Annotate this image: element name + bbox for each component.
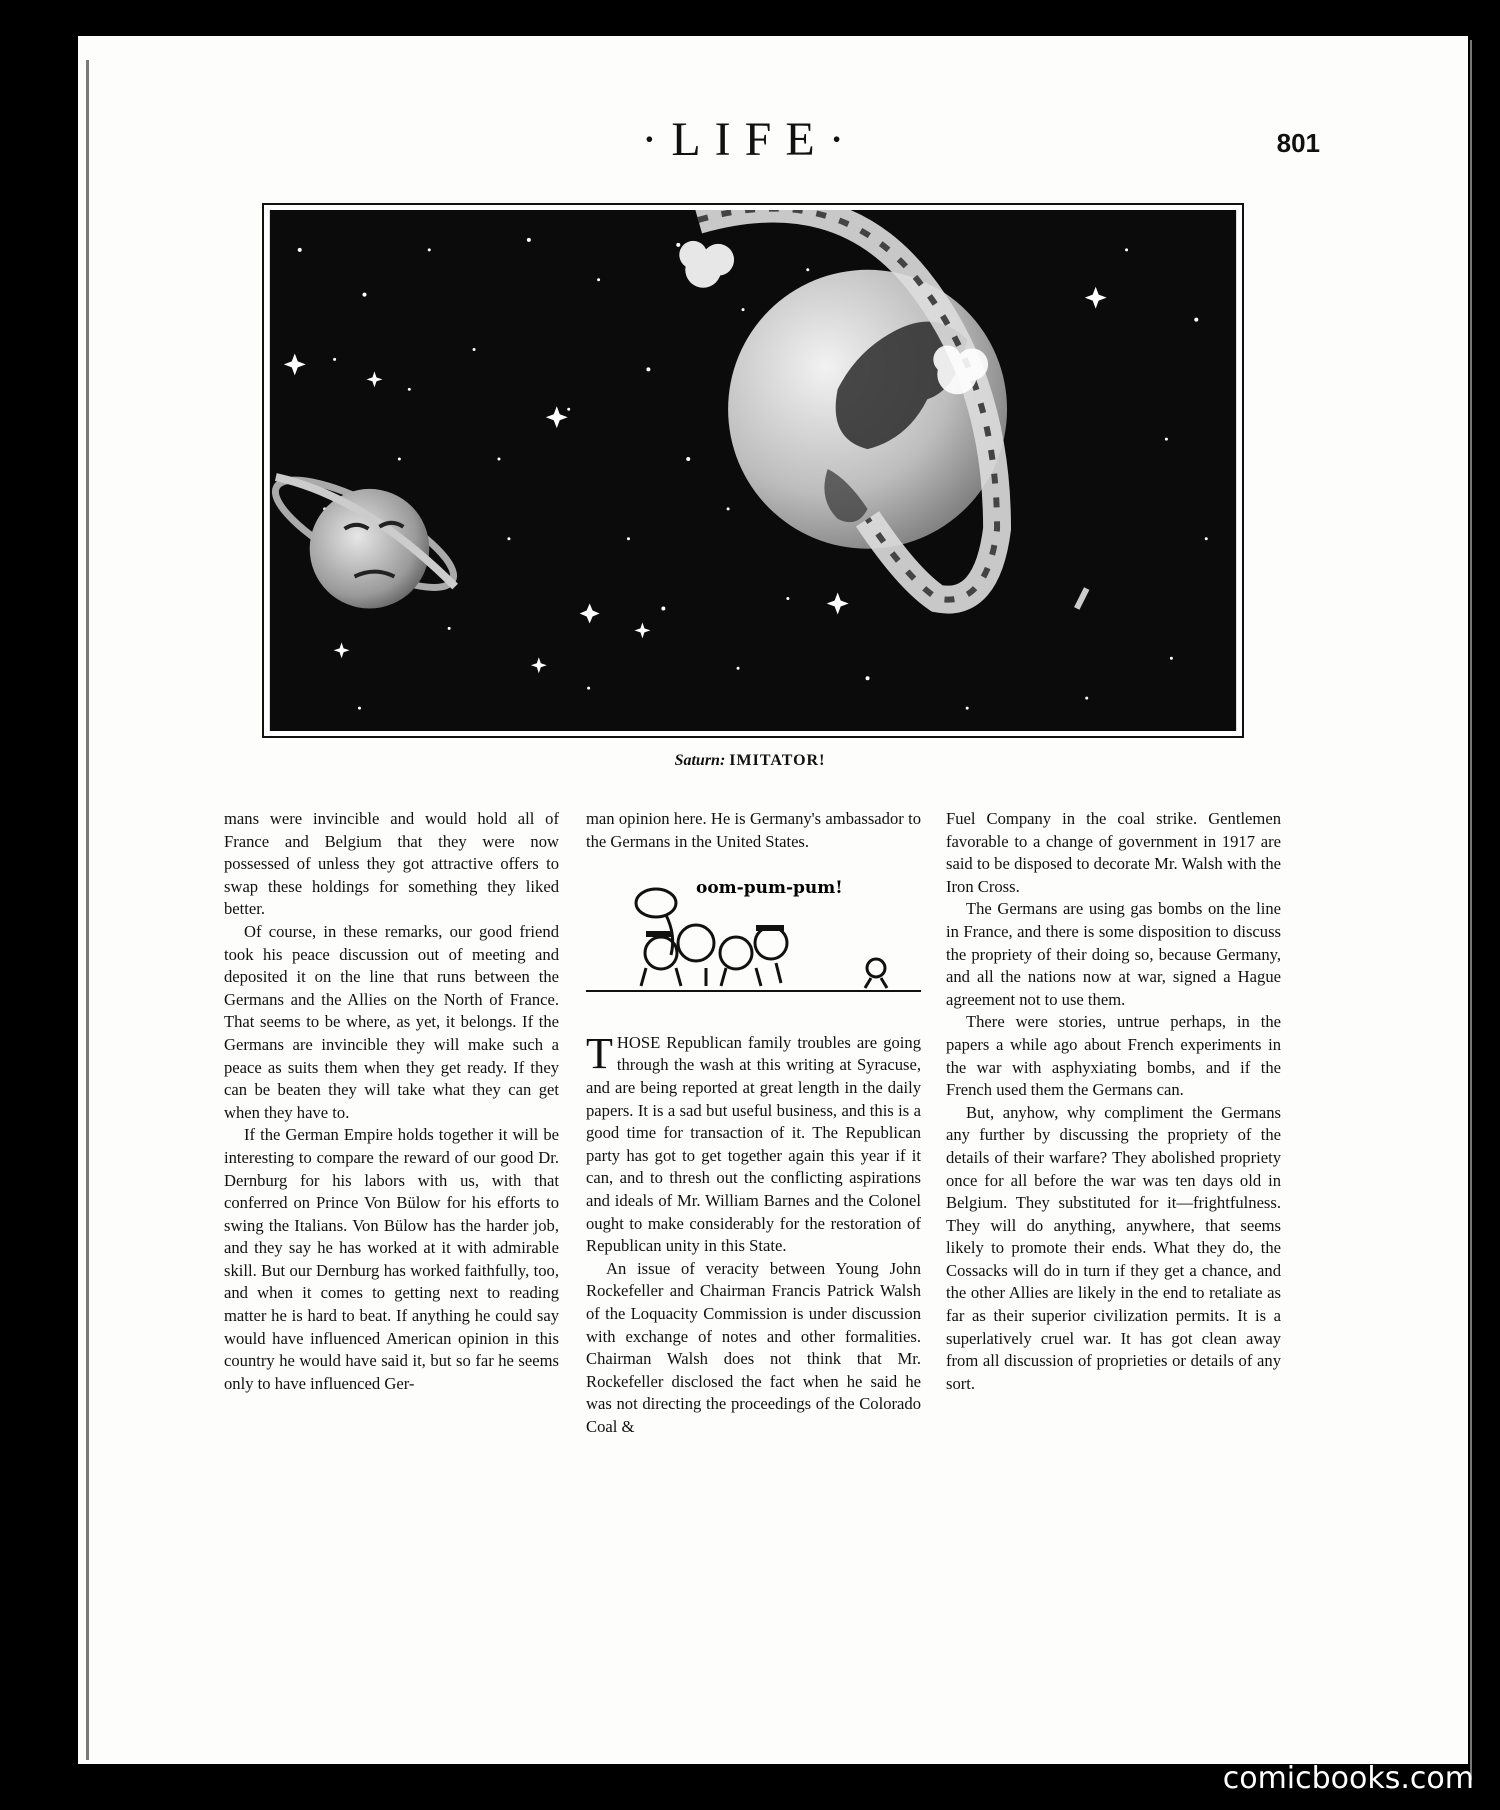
binding-shadow-left <box>0 40 78 1770</box>
paragraph: mans were invincible and would hold all of France and Belgium that they were now possessed of unless they got attractive offers to swap these holdings for something they liked better. <box>224 809 559 919</box>
saturn-illustration <box>262 203 1244 738</box>
illustration-caption <box>500 752 1000 770</box>
caption-speaker: Saturn: <box>674 752 726 769</box>
watermark: comicbooks.com <box>1222 1761 1474 1796</box>
article-column-3 <box>946 808 1281 1395</box>
paragraph: Fuel Company in the coal strike. Gentlemen favorable to a change of government in 1917 are said to be disposed to decorate Mr. Walsh with the Iron Cross. <box>946 809 1281 896</box>
paragraph-text: HOSE Republican family troubles are going through the wash at this writing at Syracuse, and are being reported at great length in the daily papers. It is a sad but useful business, and this is a good time for transaction of it. The Republican party has got to get together again this year if it can, and to thresh out the conflicting aspirations and ideals of Mr. William Barnes and the Colonel ought to make considerably for the restoration of Republican unity in this State. <box>586 1032 921 1256</box>
drop-cap: T <box>586 1028 613 1078</box>
paragraph: man opinion here. He is Germany's ambassador to the Germans in the United States. <box>586 809 921 851</box>
illustration-art <box>269 210 1237 731</box>
paragraph: But, anyhow, why compliment the Germans any further by discussing the propriety of the details of their warfare? They abolished propriety once for all before the war was ten days old in Belgium. They substituted for it—frightfulness. They will do anything, anywhere, that seems likely to promote their ends. What they do, the Cossacks will do in turn if they get a chance, and the other Allies are likely in the end to retaliate as far as their superior civilization permits. It is a superlatively cruel war. It has got clean away from all discussion of proprieties or details of any sort. <box>946 1102 1281 1393</box>
paragraph: If the German Empire holds together it will be interesting to compare the reward of our good Dr. Dernburg for his labors with us, with that conferred on Prince Von Bülow for his efforts to swing the Italians. Von Bülow has the harder job, and they say he has worked at it with admirable skill. But our Dernburg has worked faithfully, too, and when it comes to getting next to reading matter he is hard to beat. If anything he could say would have influenced American opinion in this country he would have said it, but so far he seems only to have influenced Ger- <box>224 1125 559 1393</box>
paragraph: The Germans are using gas bombs on the line in France, and there is some disposition to discuss the propriety of their doing so, because Germany, and all the nations now at war, signed a Hague agreement not to use them. <box>946 899 1281 1009</box>
vignette-text: oom-pum-pum! <box>696 878 843 899</box>
page-edge-line <box>1470 40 1472 1780</box>
caption-text: IMITATOR! <box>729 752 826 769</box>
paragraph: There were stories, untrue perhaps, in the papers a while ago about French experiments in the war with asphyxiating bombs, and if the French used them the Germans can. <box>946 1012 1281 1100</box>
paragraph: An issue of veracity between Young John Rockefeller and Chairman Francis Patrick Walsh of the Loquacity Commission is under discussion with exchange of notes and other formalities. Chairman Walsh does not think that Mr. Rockefeller disclosed the fact when he said he was not directing the proceedings of the Colorado Coal & <box>586 1258 921 1436</box>
paragraph: Of course, in these remarks, our good friend took his peace discussion out of meeting and deposited it on the line that runs between the Germans and the Allies on the North of France. That seems to be where, as yet, it belongs. If the Germans are invincible they will make such a peace as suits them when they get ready. If they can be beaten they will take what they can get when they have to. <box>224 921 559 1122</box>
band-vignette <box>586 873 921 1003</box>
page-number: 801 <box>1276 128 1320 158</box>
paragraph <box>586 1028 921 1258</box>
article-column-1 <box>224 808 559 1395</box>
tuba-players-drawing <box>636 889 887 988</box>
article-column-2 <box>586 808 921 1438</box>
masthead: ·LIFE· <box>641 113 859 166</box>
gutter-line <box>86 60 89 1760</box>
